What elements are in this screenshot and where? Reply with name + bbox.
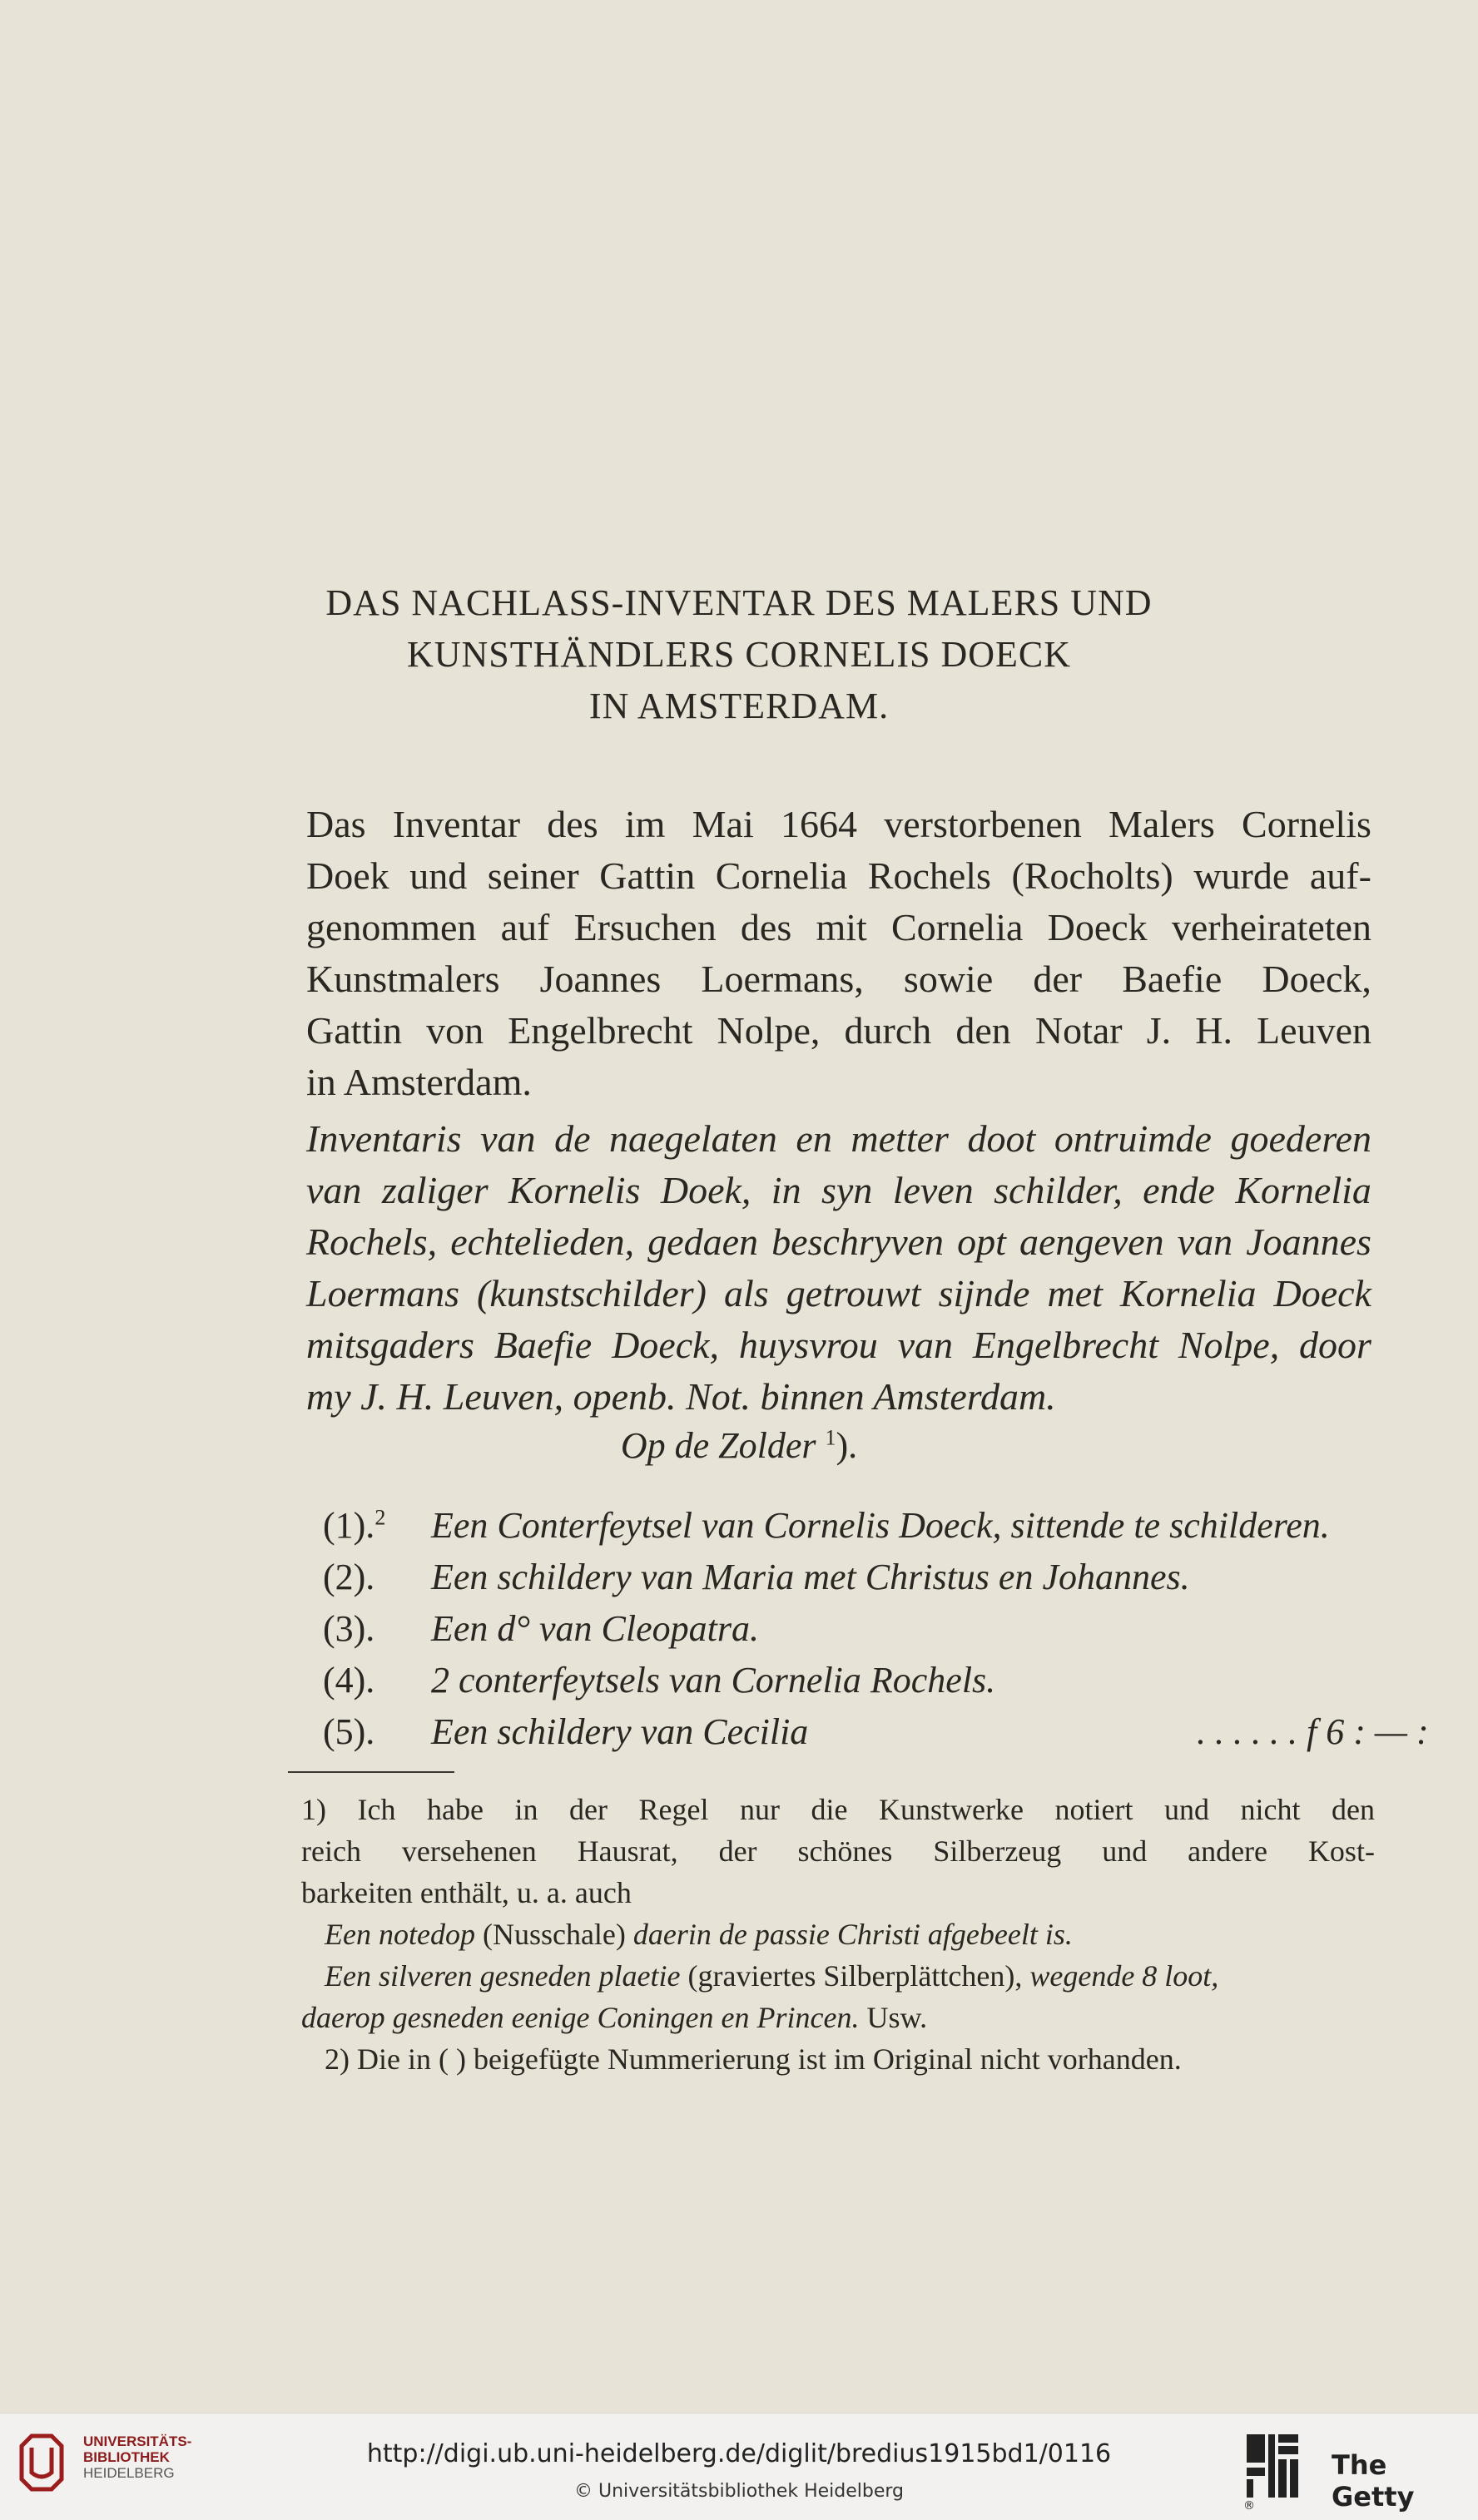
word: Loermans xyxy=(306,1272,460,1314)
word: Cornelia xyxy=(715,854,848,897)
item-number: (3). xyxy=(323,1608,375,1649)
text-line xyxy=(306,1268,1371,1319)
word: den xyxy=(1332,1793,1375,1826)
word: Regel xyxy=(638,1793,709,1826)
word: sowie xyxy=(903,958,994,1000)
word: auf xyxy=(500,906,550,948)
word: der xyxy=(569,1793,608,1826)
word: andere xyxy=(1188,1834,1268,1868)
footnote-1-line-3: barkeiten enthält, u. a. auch xyxy=(301,1876,632,1909)
item-text: Een d° van Cleopatra. xyxy=(431,1608,759,1649)
word: Nolpe, xyxy=(717,1009,821,1052)
word: habe xyxy=(427,1793,484,1826)
inventaris-paragraph xyxy=(306,1113,1371,1423)
word: Rochels xyxy=(867,854,991,897)
footnote-1-line-6: daerop gesneden eenige Coningen en Princen. Usw. xyxy=(301,2001,928,2034)
word: echtelieden, xyxy=(450,1220,635,1263)
word: verheirateten xyxy=(1171,906,1371,948)
word: Inventar xyxy=(392,803,521,845)
word: Joannes xyxy=(539,958,662,1000)
word: de xyxy=(554,1117,591,1160)
word: Baefie xyxy=(493,1324,593,1366)
word: Doeck, xyxy=(612,1324,720,1366)
word: der xyxy=(1033,958,1083,1000)
word: in xyxy=(771,1169,801,1211)
word: ontruimde xyxy=(1054,1117,1212,1160)
word: und xyxy=(1102,1834,1148,1868)
word: Leuven xyxy=(1257,1009,1371,1052)
word: nicht xyxy=(1240,1793,1301,1826)
word: Kornelia xyxy=(1119,1272,1257,1314)
footnote-2: 2) Die in ( ) beigefügte Nummerierung ist im Original nicht vorhanden. xyxy=(325,2042,1182,2076)
word: verstorbenen xyxy=(884,803,1082,845)
word: schilder, xyxy=(994,1169,1123,1211)
word: des xyxy=(740,906,792,948)
section-heading-close: ). xyxy=(836,1425,858,1466)
word: versehenen xyxy=(401,1834,537,1868)
footnote-1-line-1 xyxy=(301,1789,1375,1830)
word: Gattin xyxy=(306,1009,402,1052)
word: Gattin xyxy=(599,854,696,897)
item-text: Een Conterfeytsel van Cornelis Doeck, sittende te schilderen. xyxy=(431,1505,1330,1546)
footnote-1-line-2 xyxy=(301,1830,1375,1872)
word: my J. H. Leuven, openb. Not. binnen Amsterdam. xyxy=(306,1375,1056,1418)
word: und xyxy=(1163,1793,1209,1826)
footnote-1-line-5: Een silveren gesneden plaetie (graviertes Silberplättchen), wegende 8 loot, xyxy=(325,1959,1219,1993)
item-number: (1).$^2$ xyxy=(323,1505,386,1546)
word: Mai xyxy=(692,803,754,845)
word: des xyxy=(547,803,598,845)
word: wurde xyxy=(1193,854,1290,897)
section-heading-text: Op de Zolder xyxy=(620,1425,816,1466)
word: Doek, xyxy=(660,1169,751,1211)
word: als xyxy=(724,1272,769,1314)
word: die xyxy=(811,1793,848,1826)
item-text: Een schildery van Maria met Christus en Johannes. xyxy=(431,1557,1190,1597)
text-line xyxy=(306,1216,1371,1268)
word: Cornelis xyxy=(1242,803,1371,845)
word: 1) xyxy=(301,1793,326,1826)
permalink-url[interactable]: http://digi.ub.uni-heidelberg.de/diglit/bredius1915bd1/0116 xyxy=(366,2439,1112,2468)
text-line xyxy=(306,1319,1371,1371)
word: ende xyxy=(1143,1169,1215,1211)
word: notiert xyxy=(1054,1793,1133,1826)
word: goederen xyxy=(1230,1117,1371,1160)
text-line xyxy=(306,850,1371,902)
text-line xyxy=(306,1371,1371,1423)
title-line-1: DAS NACHLASS-INVENTAR DES MALERS UND xyxy=(325,582,1153,623)
item-price: . . . . . . f 6 : — : xyxy=(1197,1711,1429,1752)
item-text: Een schildery van Cecilia xyxy=(431,1711,809,1752)
text-line xyxy=(306,799,1371,850)
word: seiner xyxy=(487,854,579,897)
word: Doek xyxy=(306,854,389,897)
word: nur xyxy=(740,1793,780,1826)
word: in Amsterdam. xyxy=(306,1061,532,1103)
word: Inventaris xyxy=(306,1117,462,1160)
text-line xyxy=(306,1057,1371,1108)
footnote-mark-2: 2 xyxy=(374,1505,386,1530)
word: Doeck, xyxy=(1262,958,1371,1000)
word: Baefie xyxy=(1122,958,1223,1000)
word: zaliger xyxy=(381,1169,489,1211)
word: Hausrat, xyxy=(577,1834,678,1868)
word: der xyxy=(718,1834,757,1868)
list-item xyxy=(323,1659,995,1701)
list-item xyxy=(323,1504,1330,1547)
word: sijnde xyxy=(938,1272,1030,1314)
title-line-3: IN AMSTERDAM. xyxy=(588,686,890,726)
word: Kunstmalers xyxy=(306,958,500,1000)
word: beschryven xyxy=(771,1220,945,1263)
copyright-notice: © Universitätsbibliothek Heidelberg xyxy=(573,2481,904,2502)
word: und xyxy=(409,854,468,897)
word: van xyxy=(306,1169,362,1211)
word: naegelaten xyxy=(609,1117,777,1160)
partner-name: The Getty xyxy=(1332,2449,1415,2513)
text-line xyxy=(306,953,1371,1005)
word: im xyxy=(624,803,666,845)
word: gedaen xyxy=(647,1220,759,1263)
item-text: 2 conterfeytsels van Cornelia Rochels. xyxy=(431,1660,996,1701)
text-line xyxy=(306,1113,1371,1165)
word: (kunstschilder) xyxy=(477,1272,707,1314)
article-title xyxy=(0,577,1478,732)
word: Doeck xyxy=(1047,906,1148,948)
footnote-divider xyxy=(288,1771,454,1773)
intro-paragraph xyxy=(306,799,1371,1108)
word: den xyxy=(955,1009,1011,1052)
word: H. xyxy=(1195,1009,1232,1052)
word: Kornelia xyxy=(1235,1169,1371,1211)
item-number: (5). xyxy=(323,1711,375,1752)
footnotes xyxy=(301,1789,1375,2080)
word: Cornelia xyxy=(891,906,1024,948)
word: van xyxy=(480,1117,536,1160)
item-number: (4). xyxy=(323,1660,375,1701)
word: Nolpe, xyxy=(1178,1324,1280,1366)
text-line xyxy=(306,902,1371,953)
word: doot xyxy=(967,1117,1036,1160)
text-line xyxy=(306,1165,1371,1216)
getty-logo-icon xyxy=(1243,2431,1302,2501)
word: genommen xyxy=(306,906,477,948)
word: Rochels, xyxy=(306,1220,438,1263)
word: reich xyxy=(301,1834,361,1868)
word: (Rocholts) xyxy=(1011,854,1173,897)
word: getrouwt xyxy=(786,1272,921,1314)
item-number: (2). xyxy=(323,1557,375,1597)
word: auf- xyxy=(1309,854,1371,897)
title-line-2: KUNSTHÄNDLERS CORNELIS DOECK xyxy=(406,634,1072,675)
word: metter xyxy=(851,1117,949,1160)
word: van xyxy=(897,1324,954,1366)
university-library-name: UNIVERSITÄTS- BIBLIOTHEK HEIDELBERG xyxy=(83,2433,192,2481)
word: von xyxy=(426,1009,484,1052)
word: Joannes xyxy=(1246,1220,1371,1263)
word: van xyxy=(1177,1220,1233,1263)
word: 1664 xyxy=(780,803,857,845)
word: Malers xyxy=(1108,803,1215,845)
list-item xyxy=(323,1607,759,1650)
word: Das xyxy=(306,803,366,845)
word: aengeven xyxy=(1019,1220,1164,1263)
word: mitsgaders xyxy=(306,1324,474,1366)
footnote-mark-1: 1 xyxy=(825,1425,836,1450)
word: Engelbrecht xyxy=(972,1324,1158,1366)
section-heading xyxy=(0,1424,1478,1467)
word: J. xyxy=(1146,1009,1172,1052)
word: Ersuchen xyxy=(573,906,717,948)
footnote-1-line-4: Een notedop (Nusschale) daerin de passie Christi afgebeelt is. xyxy=(325,1918,1073,1951)
word: Silberzeug xyxy=(933,1834,1062,1868)
list-item xyxy=(323,1556,1190,1598)
list-item xyxy=(323,1711,1429,1753)
word: in xyxy=(514,1793,538,1826)
word: Kunstwerke xyxy=(879,1793,1024,1826)
word: Engelbrecht xyxy=(508,1009,693,1052)
word: met xyxy=(1047,1272,1103,1314)
word: Kost- xyxy=(1307,1834,1375,1868)
word: opt xyxy=(957,1220,1006,1263)
word: Ich xyxy=(357,1793,396,1826)
registered-mark: ® xyxy=(1243,2499,1255,2513)
word: Loermans, xyxy=(701,958,864,1000)
word: durch xyxy=(844,1009,932,1052)
word: Notar xyxy=(1034,1009,1123,1052)
text-line xyxy=(306,1005,1371,1057)
word: Doeck xyxy=(1273,1272,1371,1314)
word: leven xyxy=(892,1169,974,1211)
word: door xyxy=(1299,1324,1371,1366)
word: syn xyxy=(821,1169,873,1211)
word: schönes xyxy=(797,1834,893,1868)
word: Kornelis xyxy=(508,1169,641,1211)
word: huysvrou xyxy=(738,1324,878,1366)
word: mit xyxy=(816,906,867,948)
word: en xyxy=(796,1117,832,1160)
